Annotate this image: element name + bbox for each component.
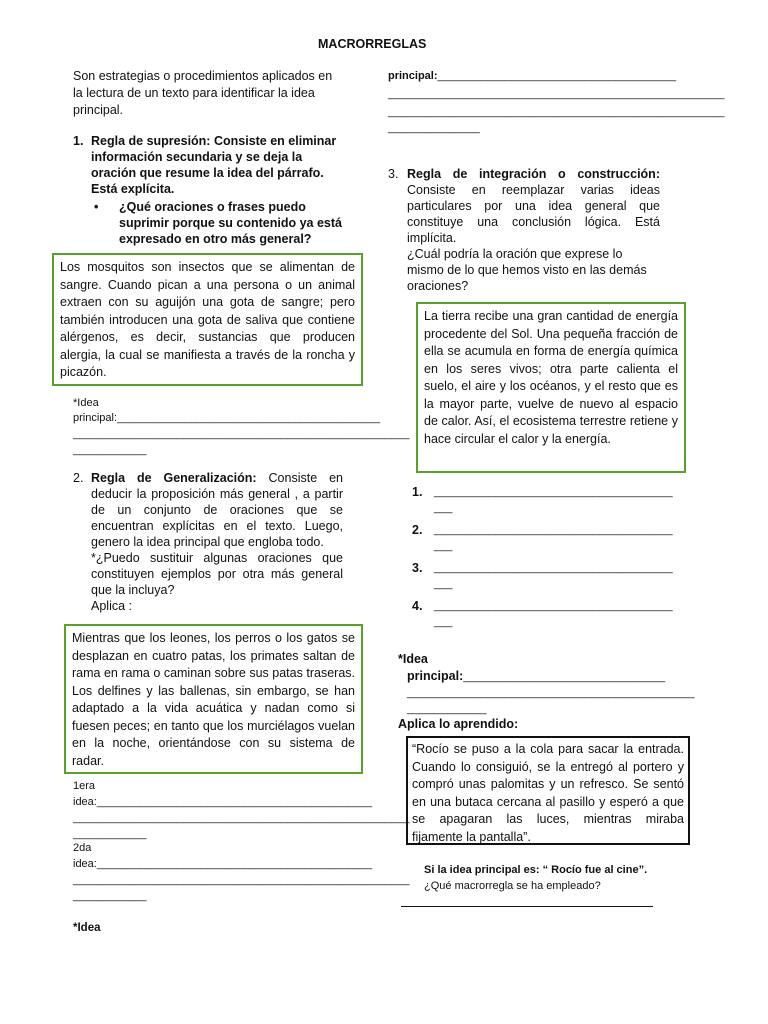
rule1-number: 1.	[73, 134, 84, 148]
idea1-label-a: *Idea	[73, 397, 99, 409]
intro-paragraph: Son estrategias o procedimientos aplicados en la lectura de un texto para identificar la idea principal.	[73, 69, 333, 117]
rule3-question: ¿Cuál podría la oración que exprese lo mismo de lo que hemos visto en las demás oraciones?	[407, 247, 647, 293]
rule3-name: Regla de integración o construcción:	[407, 167, 660, 181]
answer-item-4[interactable]: 4. _______________________________________ ___	[412, 599, 673, 628]
answer-number-4: 4.	[412, 599, 423, 613]
rule2-apply: Aplica :	[91, 599, 132, 613]
rule3-number: 3.	[388, 167, 399, 181]
rule3-text: Consiste en reemplazar varias ideas particulares por una idea general que constituye una conclusión lógica. Está implícita.	[407, 183, 660, 245]
idea1-line3[interactable]: ____________	[73, 444, 147, 456]
answer-number-2: 2.	[412, 523, 423, 537]
last-idea-label: *Idea	[73, 922, 101, 934]
mosquitos-text-box	[52, 253, 363, 386]
principal-line2[interactable]: _______________________________________________________	[388, 88, 725, 100]
idea1-label-b: principal:	[73, 412, 118, 424]
second-idea-label-b: idea:	[73, 858, 97, 870]
answer-item-1[interactable]: 1. _______________________________________ ___	[412, 485, 673, 514]
idea-right-line1[interactable]: principal:_________________________________	[407, 669, 666, 683]
idea-right-line2[interactable]: _______________________________________________	[407, 687, 695, 699]
second-idea-line3[interactable]: ____________	[73, 890, 147, 902]
final-answer-line[interactable]	[401, 905, 653, 907]
answer-item-2[interactable]: 2. _______________________________________ ___	[412, 523, 673, 552]
principal-line4[interactable]: _______________	[388, 122, 480, 134]
animals-text: Mientras que los leones, los perros o los gatos se desplazan en cuatro patas, los primates saltan de rama en rama o caminan sobre sus patas traseras. Los delfines y las ballenas, sin embargo, se han adaptado a la vida acuática y nadan como si fuesen peces; en tanto que los murciélagos vuelan en la noche, orientándose con su sistema de radar.	[72, 631, 355, 768]
earth-text-box	[416, 302, 686, 473]
first-idea-line2[interactable]: _______________________________________________________	[73, 812, 410, 824]
earth-text: La tierra recibe una gran cantidad de energía procedente del Sol. Una pequeña fracción de ella se acumula en forma de energía química en los seres vivos; otra parte calienta el suelo, el aire y los océanos, y el resto que es la mayor parte, vuelve de nuevo al espacio de calor. Así, el ecosistema terrestre retiene y hace circular el calor y la energía.	[424, 309, 678, 446]
animals-text-box	[64, 624, 363, 774]
rule1-name: Regla de supresión:	[91, 134, 211, 148]
idea-right-label-a: *Idea	[398, 652, 428, 666]
answer-number-1: 1.	[412, 485, 423, 499]
first-idea-line3[interactable]: ____________	[73, 828, 147, 840]
rocio-text: “Rocío se puso a la cola para sacar la entrada. Cuando lo consiguió, se la entregó al portero y compró unas palomitas y un refresco. Se sentó en una butaca cercana al pasillo y esperó a que se apagaran las luces, mientras miraba fijamente la pantalla”.	[412, 742, 684, 844]
idea1-line2[interactable]: _______________________________________________________	[73, 428, 410, 440]
rule2-question: *¿Puedo sustituir algunas oraciones que constituyen ejemplos por otra más general que la incluya?	[91, 551, 343, 597]
answer-item-3[interactable]: 3. _______________________________________ ___	[412, 561, 673, 590]
second-idea-line2[interactable]: _______________________________________________________	[73, 874, 410, 886]
rule1-bullet-text: ¿Qué oraciones o frases puedo suprimir porque su contenido ya está expresado en otro más general?	[119, 200, 342, 246]
rule2-name: Regla de Generalización:	[91, 471, 257, 485]
second-idea-label-a: 2da	[73, 842, 92, 854]
principal-line1[interactable]: principal:_______________________________________	[388, 70, 677, 82]
final-question: ¿Qué macrorregla se ha empleado?	[424, 880, 601, 892]
first-idea-label-a: 1era	[73, 780, 96, 792]
rule3-block	[388, 166, 660, 294]
rule1-text: Consiste en eliminar información secundaria y se deja la oración que resume la idea del párrafo. Está explícita.	[91, 134, 337, 196]
idea1-line1[interactable]: principal:___________________________________________	[73, 412, 381, 424]
rule2-number: 2.	[73, 471, 84, 485]
rocio-text-box	[406, 736, 690, 845]
rule1-block	[73, 133, 343, 197]
first-idea-line1[interactable]: idea:_____________________________________________	[73, 796, 373, 808]
answer-number-3: 3.	[412, 561, 423, 575]
rule2-block	[73, 470, 343, 614]
principal-label: principal:	[388, 70, 438, 82]
mosquitos-text: Los mosquitos son insectos que se alimentan de sangre. Cuando pican a una persona o un animal extraen con su aguijón una gota de sangre; pero también introducen una gota de saliva que contiene alérgenos, es decir, sustancias que producen alergia, la cual se manifiesta a través de la roncha y picazón.	[60, 260, 355, 379]
rule1-bullet-item	[94, 199, 344, 247]
final-statement: Si la idea principal es: “ Rocío fue al cine”.	[424, 864, 648, 876]
apply-heading: Aplica lo aprendido:	[398, 717, 519, 731]
bullet-icon: •	[94, 200, 99, 214]
page-title: MACRORREGLAS	[318, 37, 427, 51]
idea-right-line3[interactable]: _____________	[407, 703, 487, 715]
first-idea-label-b: idea:	[73, 796, 97, 808]
rule2-text: Consiste en deducir la proposición más general , a partir de un conjunto de oraciones que se encuentran explícitas en el texto. Luego, genero la idea principal que engloba todo.	[91, 471, 343, 549]
idea-right-label-b: principal:	[407, 669, 464, 683]
second-idea-line1[interactable]: idea:_____________________________________________	[73, 858, 373, 870]
principal-line3[interactable]: _______________________________________________________	[388, 106, 725, 118]
